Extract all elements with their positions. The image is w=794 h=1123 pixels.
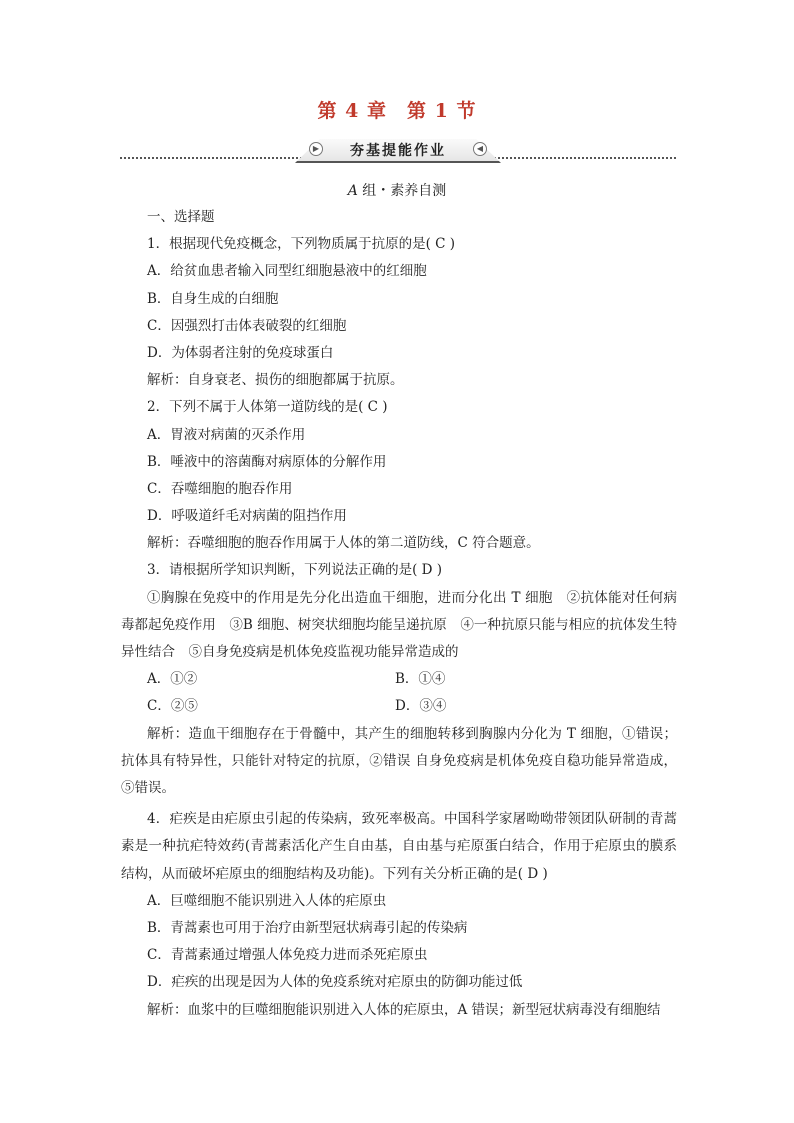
q3-stem: 3．请根据所学知识判断，下列说法正确的是( D ): [147, 562, 443, 579]
q4-option-a: A．巨噬细胞不能识别进入人体的疟原虫: [147, 892, 387, 909]
q3-options-row-1: [121, 666, 677, 693]
q1-analysis: 解析：自身衰老、损伤的细胞都属于抗原。: [147, 372, 404, 389]
q1-option-d: D．为体弱者注射的免疫球蛋白: [147, 344, 334, 361]
q4-stem: 4．疟疾是由疟原虫引起的传染病，致死率极高。中国科学家屠呦呦带领团队研制的青蒿素是一种抗疟特效药(青蒿素活化产生自由基，自由基与疟原蛋白结合，作用于疟原虫的膜系结构，从而破坏疟原虫的细胞结构及功能)。下列有关分析正确的是( D ): [121, 811, 677, 882]
banner-label: 夯基提能作业: [350, 143, 446, 159]
q4-option-b: B．青蒿素也可用于治疗由新型冠状病毒引起的传染病: [147, 920, 468, 937]
q1-option-a: A．给贫血患者输入同型红细胞悬液中的红细胞: [147, 263, 427, 280]
group-letter: A: [347, 183, 358, 199]
section-heading: 一、选择题: [147, 209, 215, 225]
q3-option-c: C．②⑤: [147, 698, 198, 715]
q2-option-c: C．吞噬细胞的胞吞作用: [147, 480, 293, 497]
banner-divider-right: [478, 157, 676, 159]
q1-stem: 1．根据现代免疫概念，下列物质属于抗原的是( C ): [147, 236, 456, 253]
q2-option-b: B．唾液中的溶菌酶对病原体的分解作用: [147, 453, 387, 470]
q3-analysis: 解析：造血干细胞存在于骨髓中，其产生的细胞转移到胸腺内分化为 T 细胞，①错误；抗体具有特异性，只能针对特定的抗原，②错误 自身免疫病是机体免疫自稳功能异常造成，⑤错误。: [121, 725, 677, 797]
q3-option-d: D．③④: [395, 698, 447, 715]
q3-body: ①胸腺在免疫中的作用是先分化出造血干细胞，进而分化出 T 细胞 ②抗体能对任何病毒都起免疫作用 ③B 细胞、树突状细胞均能呈递抗原 ④一种抗原只能与相应的抗体发生特异性结合 ⑤自身免疫病是机体免疫监视功能异常造成的: [121, 589, 677, 661]
chapter-title: 第 4 章 第 1 节: [317, 100, 477, 122]
q3-options-row-2: [121, 693, 677, 720]
group-subheading: [0, 180, 794, 200]
q2-stem: 2．下列不属于人体第一道防线的是( C ): [147, 399, 388, 416]
q4-analysis: 解析：血浆中的巨噬细胞能识别进入人体的疟原虫，A 错误；新型冠状病毒没有细胞结: [147, 1001, 661, 1018]
banner-tab: [295, 137, 501, 163]
q1-option-c: C．因强烈打击体表破裂的红细胞: [147, 317, 347, 334]
banner-divider-left: [120, 157, 318, 159]
section-banner: [120, 137, 676, 165]
q2-option-a: A．胃液对病菌的灭杀作用: [147, 426, 306, 443]
q1-option-b: B．自身生成的白细胞: [147, 290, 279, 307]
q2-option-d: D．呼吸道纤毛对病菌的阻挡作用: [147, 508, 347, 525]
q4-option-d: D．疟疾的出现是因为人体的免疫系统对疟原虫的防御功能过低: [147, 974, 523, 991]
q4-option-c: C．青蒿素通过增强人体免疫力进而杀死疟原虫: [147, 947, 428, 964]
q3-option-a: A．①②: [147, 671, 198, 688]
play-right-icon: ▶: [309, 142, 323, 156]
play-left-icon: ◀: [473, 142, 487, 156]
q3-option-b: B．①④: [395, 671, 446, 688]
group-label: 组・素养自测: [362, 183, 447, 199]
q2-analysis: 解析：吞噬细胞的胞吞作用属于人体的第二道防线，C 符合题意。: [147, 535, 540, 552]
question-content: [121, 204, 677, 1024]
